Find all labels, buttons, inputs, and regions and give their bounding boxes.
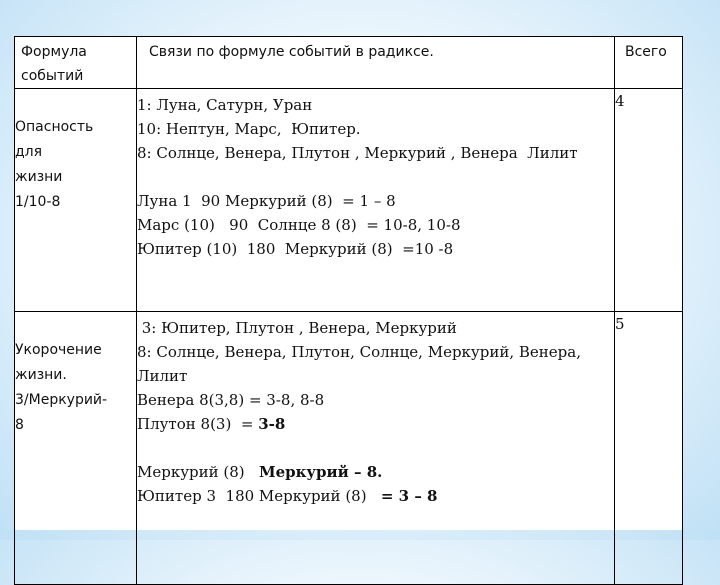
events-table: [14, 36, 683, 585]
bold-text: = 3 – 8: [380, 487, 438, 505]
category-line: Укорочение: [15, 342, 102, 358]
aspect-line: [137, 484, 614, 508]
links-line: 1: Луна, Сатурн, Уран: [137, 96, 313, 114]
links-cell: [137, 89, 615, 312]
total-cell: 4: [615, 89, 683, 312]
header-total: Всего: [615, 37, 683, 89]
plain-text: Меркурий (8): [137, 463, 259, 481]
links-line: Лилит: [137, 367, 188, 385]
category-cell: [15, 89, 137, 312]
header-formula-line2: событий: [21, 68, 84, 84]
links-line: [137, 412, 614, 436]
plain-text: Плутон 8(3) =: [137, 415, 259, 433]
header-links: Связи по формуле событий в радиксе.: [137, 37, 615, 89]
category-line: Опасность: [15, 119, 94, 135]
total-cell: 5: [615, 312, 683, 585]
links-cell: [137, 312, 615, 585]
bold-text: 3-8: [258, 415, 286, 433]
aspect-line: [137, 460, 614, 484]
header-formula: [15, 37, 137, 89]
category-line: 3/Меркурий-: [15, 392, 108, 408]
table-header-row: [15, 37, 683, 89]
category-line: 8: [15, 417, 24, 433]
plain-text: Юпитер 3 180 Меркурий (8): [137, 487, 381, 505]
category-line: 1/10-8: [15, 194, 61, 210]
links-line: 3: Юпитер, Плутон , Венера, Меркурий: [137, 319, 457, 337]
table-row-danger: [15, 89, 683, 312]
links-line: 8: Солнце, Венера, Плутон , Меркурий , Венера Лилит: [137, 144, 578, 162]
links-line: Венера 8(3,8) = 3-8, 8-8: [137, 391, 325, 409]
aspect-line: Луна 1 90 Меркурий (8) = 1 – 8: [137, 192, 396, 210]
category-line: для: [15, 144, 43, 160]
category-line: жизни.: [15, 367, 67, 383]
aspect-line: Марс (10) 90 Солнце 8 (8) = 10-8, 10-8: [137, 216, 461, 234]
spacer: [137, 436, 614, 460]
category-cell: [15, 312, 137, 585]
links-line: 10: Нептун, Марс, Юпитер.: [137, 120, 361, 138]
table-row-shortening: [15, 312, 683, 585]
bold-text: Меркурий – 8.: [258, 463, 383, 481]
aspect-line: Юпитер (10) 180 Меркурий (8) =10 -8: [137, 240, 454, 258]
spacer: [137, 165, 614, 189]
category-line: жизни: [15, 169, 63, 185]
links-line: 8: Солнце, Венера, Плутон, Солнце, Меркурий, Венера,: [137, 343, 581, 361]
header-formula-line1: Формула: [21, 44, 87, 60]
